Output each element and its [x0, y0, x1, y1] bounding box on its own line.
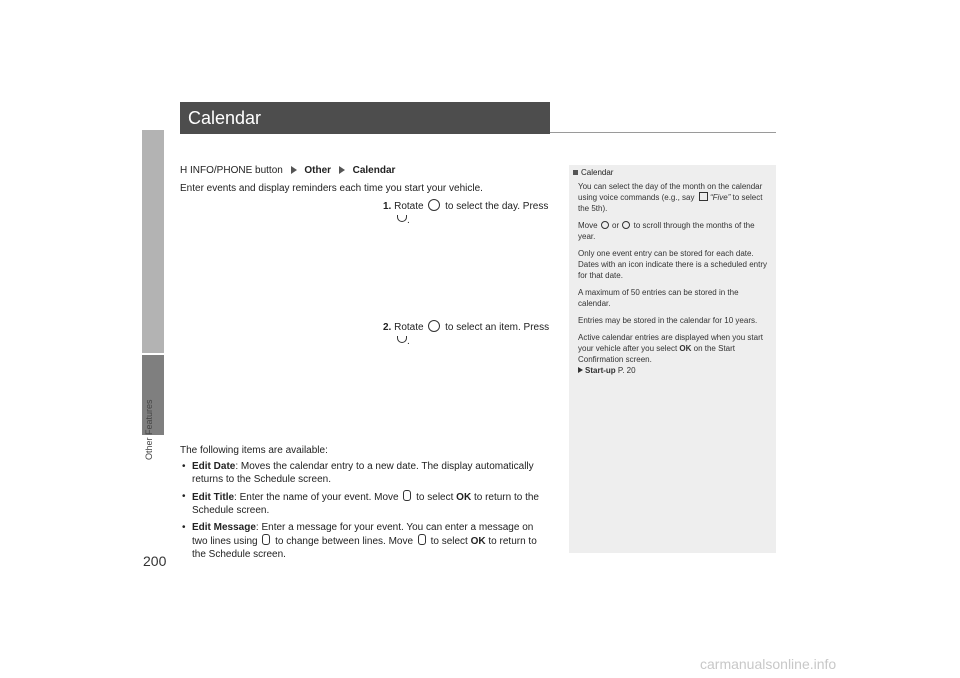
press-knob-icon — [397, 336, 407, 343]
right-knob-icon — [622, 221, 630, 229]
list-item: • Edit Title: Enter the name of your event. Move to select OK to return to the Schedule screen. — [180, 490, 550, 517]
title-rule — [550, 132, 776, 133]
breadcrumb-arrow-icon — [291, 166, 297, 174]
move-knob-icon — [418, 534, 426, 545]
sidebar-paragraph: Active calendar entries are displayed when you start your vehicle after you select OK on the Start Confirmation screen. Start-up P. 20 — [578, 333, 763, 375]
reference-icon — [573, 170, 578, 175]
step-number: 2. — [383, 322, 392, 333]
sidebar-paragraph: Only one event entry can be stored for each date. Dates with an icon indicate there is a scheduled entry for that date. — [578, 249, 767, 280]
list-item: • Edit Date: Moves the calendar entry to a new date. The display automatically returns to the Schedule screen. — [180, 460, 550, 486]
home-icon: H — [180, 165, 188, 176]
cross-reference-icon — [578, 367, 583, 373]
sidebar-paragraph: Move or to scroll through the months of the year. — [578, 221, 755, 241]
page-number: 200 — [143, 553, 167, 569]
list-item: • Edit Message: Enter a message for your event. You can enter a message on two lines using to change between lines. Move to select OK to return to the Schedule screen. — [180, 521, 550, 561]
move-knob-icon — [262, 534, 270, 545]
xref-page[interactable]: P. 20 — [617, 366, 636, 375]
sidebar-paragraph: You can select the day of the month on the calendar using voice commands (e.g., say “Five” to select the 5th). — [578, 182, 763, 213]
sidebar-heading: Calendar — [573, 168, 613, 177]
breadcrumb — [180, 165, 395, 176]
voice-command-icon — [699, 192, 708, 201]
side-section-label: Other Features — [144, 399, 154, 460]
side-tab-upper — [142, 130, 164, 353]
breadcrumb-arrow-icon — [339, 166, 345, 174]
sidebar-body — [578, 181, 770, 382]
items-list — [180, 460, 550, 565]
press-knob-icon — [397, 215, 407, 222]
step-1: 1. Rotate to select the day. Press . — [383, 201, 549, 226]
step-2: 2. Rotate to select an item. Press . — [383, 322, 550, 347]
breadcrumb-level1: Other — [304, 165, 332, 176]
step-number: 1. — [383, 201, 392, 212]
watermark: carmanualsonline.info — [700, 656, 837, 672]
left-knob-icon — [601, 221, 609, 229]
breadcrumb-start: INFO/PHONE button — [190, 165, 283, 176]
list-heading: The following items are available: — [180, 445, 328, 456]
sidebar-paragraph: Entries may be stored in the calendar for 10 years. — [578, 316, 758, 325]
breadcrumb-level2: Calendar — [352, 165, 396, 176]
rotate-knob-icon — [428, 199, 440, 211]
rotate-knob-icon — [428, 320, 440, 332]
page-title: Calendar — [188, 108, 262, 128]
intro-text: Enter events and display reminders each time you start your vehicle. — [180, 183, 483, 194]
sidebar-paragraph: A maximum of 50 entries can be stored in the calendar. — [578, 288, 739, 308]
xref-title[interactable]: Start-up — [585, 366, 616, 375]
move-knob-icon — [403, 490, 411, 501]
